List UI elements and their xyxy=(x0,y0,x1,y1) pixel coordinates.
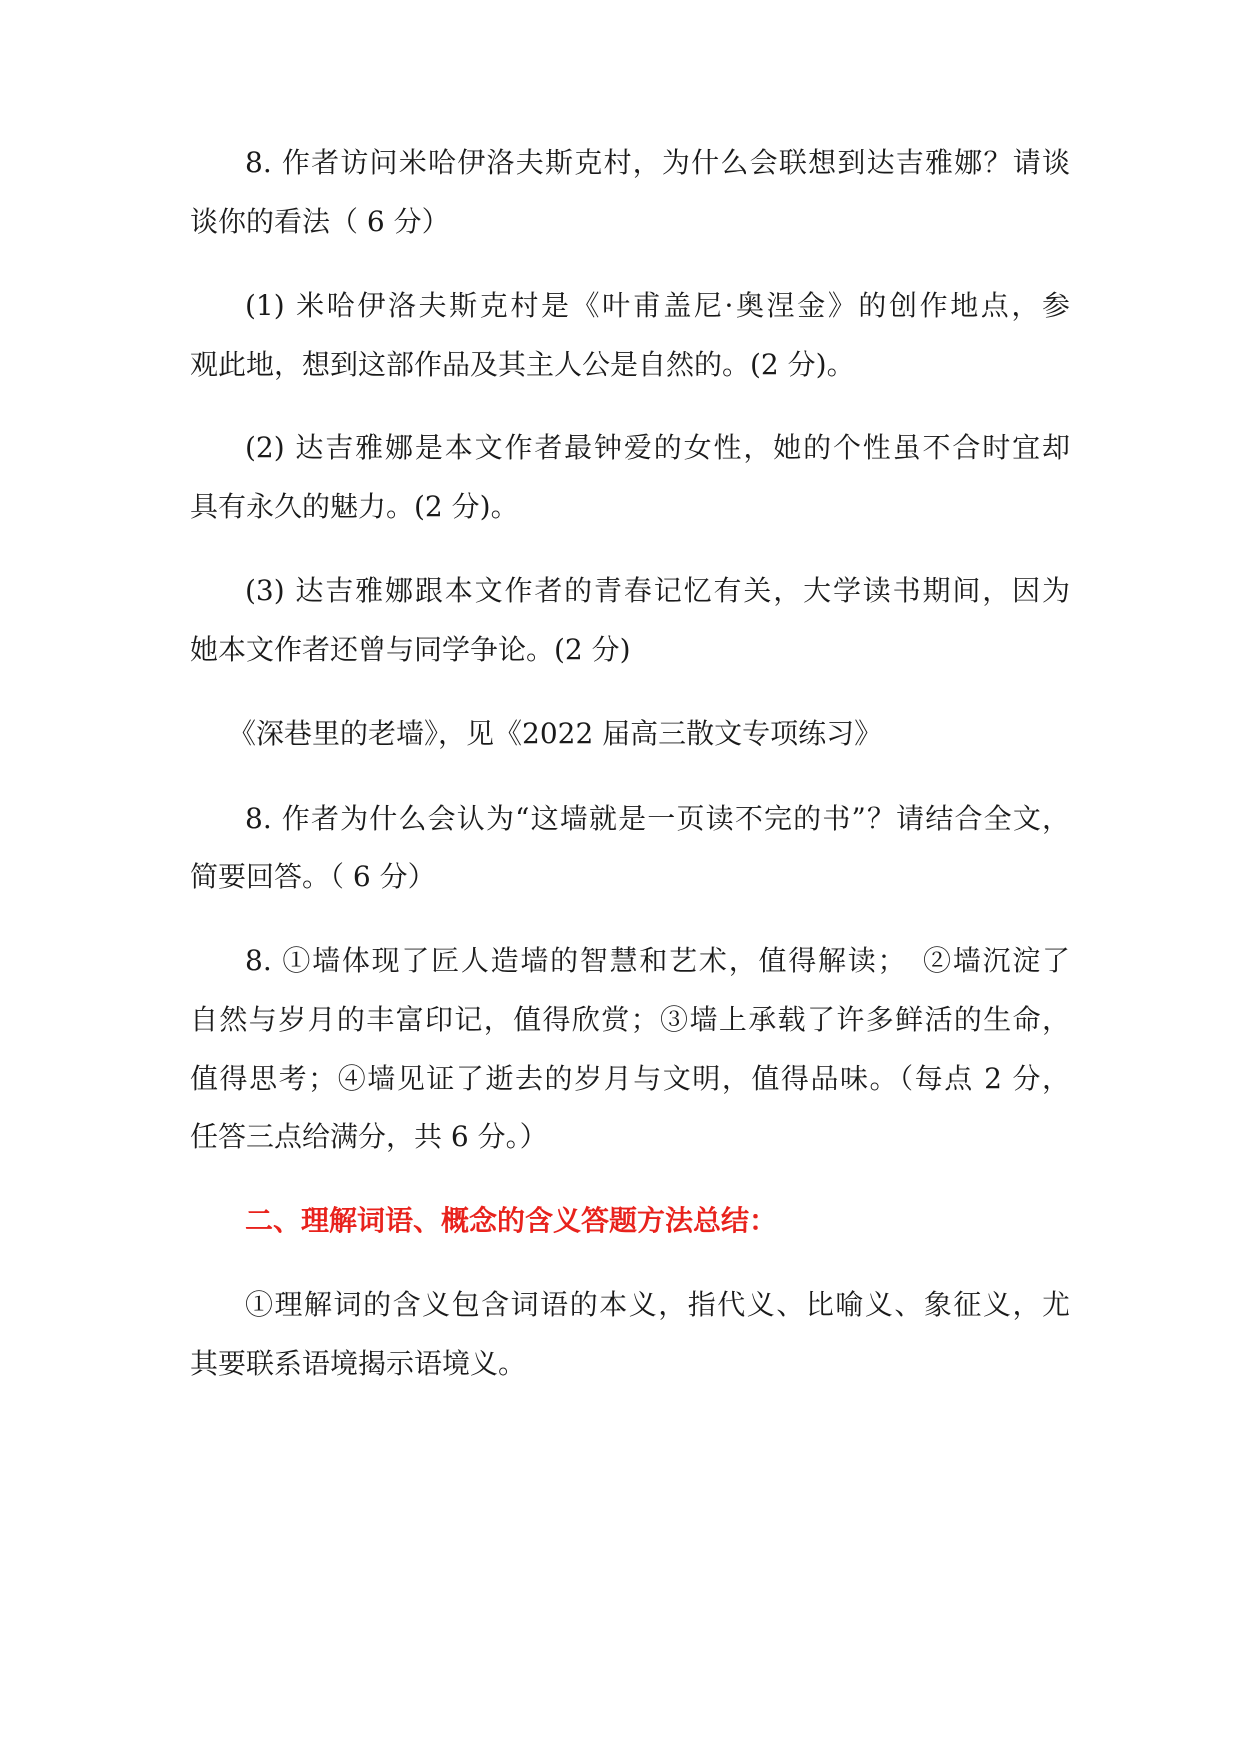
question-8b-line-2: 简要回答。（ 6 分） xyxy=(190,860,436,893)
answer-8b-line-1: 8. ①墙体现了匠人造墙的智慧和艺术，值得解读； ②墙沉淀了 xyxy=(245,944,1070,977)
question-8b-line-1: 8. 作者为什么会认为“这墙就是一页读不完的书”？请结合全文， xyxy=(245,802,1070,835)
method-line-1: ①理解词的含义包含词语的本义，指代义、比喻义、象征义，尤 xyxy=(245,1288,1070,1321)
answer-8b-line-4: 任答三点给满分，共 6 分。） xyxy=(190,1120,548,1153)
answer-2-line-1: (2) 达吉雅娜是本文作者最钟爱的女性，她的个性虽不合时宜却 xyxy=(245,431,1070,464)
answer-8b-line-3: 值得思考；④墙见证了逝去的岁月与文明，值得品味。（每点 2 分， xyxy=(190,1062,1070,1095)
question-8-line-1: 8. 作者访问米哈伊洛夫斯克村，为什么会联想到达吉雅娜？请谈 xyxy=(245,146,1070,179)
answer-8b-line-2: 自然与岁月的丰富印记，值得欣赏；③墙上承载了许多鲜活的生命， xyxy=(190,1003,1070,1036)
answer-1-line-1: (1) 米哈伊洛夫斯克村是《叶甫盖尼·奥涅金》的创作地点，参 xyxy=(245,289,1070,322)
section-heading: 二、理解词语、概念的含义答题方法总结： xyxy=(245,1204,778,1237)
source-reference: 《深巷里的老墙》，见《2022 届高三散文专项练习》 xyxy=(228,717,883,750)
answer-3-line-1: (3) 达吉雅娜跟本文作者的青春记忆有关，大学读书期间，因为 xyxy=(245,574,1070,607)
question-8-line-2: 谈你的看法（ 6 分） xyxy=(190,205,450,238)
answer-2-line-2: 具有永久的魅力。(2 分)。 xyxy=(190,490,519,523)
answer-1-line-2: 观此地，想到这部作品及其主人公是自然的。(2 分)。 xyxy=(190,348,855,381)
method-line-2: 其要联系语境揭示语境义。 xyxy=(190,1347,527,1380)
answer-3-line-2: 她本文作者还曾与同学争论。(2 分) xyxy=(190,633,631,666)
